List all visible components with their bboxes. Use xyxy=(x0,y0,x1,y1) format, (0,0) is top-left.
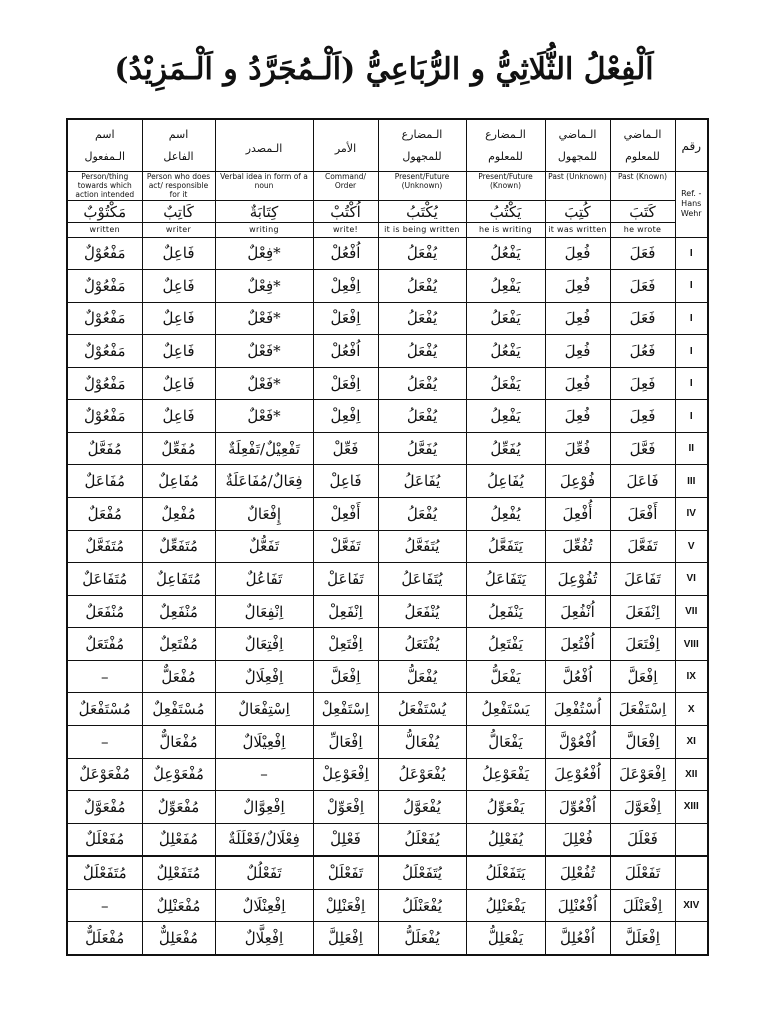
form-number xyxy=(675,823,708,856)
table-cell: يَفْعَالُّ xyxy=(466,725,545,758)
table-cell: تُفُعْلِلَ xyxy=(545,856,610,889)
table-cell: يَفْعُلُ xyxy=(466,335,545,368)
table-cell: *فَعْلٌ xyxy=(215,335,313,368)
table-cell: اِفْتِعَالٌ xyxy=(215,628,313,661)
table-row xyxy=(67,856,708,889)
column-description: Present/Future (Unknown) xyxy=(378,172,466,200)
table-cell: مُتَفَاعِلٌ xyxy=(142,563,215,596)
table-cell: يُفْعَلُ xyxy=(378,367,466,400)
column-translation: write! xyxy=(313,223,378,237)
table-cell: اِفْعِلَالٌ xyxy=(215,660,313,693)
column-header xyxy=(67,119,142,172)
column-translation: writer xyxy=(142,223,215,237)
table-cell: مُفَعْلَلٌ xyxy=(67,823,142,856)
table-cell: مُفْعَوِّلٌ xyxy=(142,791,215,824)
table-cell: فُعِلَ xyxy=(545,302,610,335)
table-cell: يُفْعَالُّ xyxy=(378,725,466,758)
table-cell: مُتَفَعْلِلٌ xyxy=(142,856,215,889)
column-header-line2: الـمصدر xyxy=(245,141,283,155)
table-row xyxy=(67,889,708,922)
table-cell: مُتَفَعِّلٌ xyxy=(142,530,215,563)
table-cell: يُسْتَفْعَلُ xyxy=(378,693,466,726)
table-cell: فَعْلِلْ xyxy=(313,823,378,856)
column-header xyxy=(313,119,378,172)
column-header-line2: الفاعل xyxy=(163,149,194,163)
table-cell: مُفْعَوْعَلٌ xyxy=(67,758,142,791)
table-cell: يُنْفَعَلُ xyxy=(378,595,466,628)
table-cell: تَفَعُّلٌ xyxy=(215,530,313,563)
column-description: Person who does act/ responsible for it xyxy=(142,172,215,200)
table-cell: يُفْعَلُ xyxy=(378,270,466,303)
table-cell: اُفْتُعِلَ xyxy=(545,628,610,661)
table-cell: مُسْتَفْعَلٌ xyxy=(67,693,142,726)
table-cell: أَفْعِلْ xyxy=(313,498,378,531)
column-example: يَكْتُبُ xyxy=(466,200,545,222)
table-cell: فَعَّلَ xyxy=(610,432,675,465)
form-number: IX xyxy=(675,660,708,693)
table-cell: فَعَلَ xyxy=(610,270,675,303)
table-cell: يَفْتَعِلُ xyxy=(466,628,545,661)
form-number xyxy=(675,856,708,889)
verb-forms-table xyxy=(66,118,709,956)
table-cell: اِفْعَلَّ xyxy=(610,660,675,693)
header-arabic-row xyxy=(67,119,708,172)
table-cell: اِفْعَلْ xyxy=(313,302,378,335)
table-cell: *فَعْلٌ xyxy=(215,400,313,433)
table-cell: اِفْعَلَّ xyxy=(313,660,378,693)
table-row xyxy=(67,660,708,693)
table-cell: يُفْعَلُ xyxy=(378,400,466,433)
table-cell: مَفْعُوْلٌ xyxy=(67,335,142,368)
table-cell: أَفْعَلَ xyxy=(610,498,675,531)
table-cell: فَعِّلْ xyxy=(313,432,378,465)
table-cell: يَفْعَلِلُّ xyxy=(466,922,545,955)
table-cell: اِسْتَفْعَلَ xyxy=(610,693,675,726)
table-cell: مَفْعُوْلٌ xyxy=(67,237,142,270)
table-cell: اُفْعُلْ xyxy=(313,335,378,368)
table-cell: اِفْعَالَّ xyxy=(610,725,675,758)
table-cell: يُفْعَنْلَلُ xyxy=(378,889,466,922)
table-cell: اُفْعُوْلَّ xyxy=(545,725,610,758)
table-cell: مَفْعُوْلٌ xyxy=(67,367,142,400)
table-cell: تَفَعْلَلْ xyxy=(313,856,378,889)
table-cell: يَنْفَعِلُ xyxy=(466,595,545,628)
column-description: Command/ Order xyxy=(313,172,378,200)
table-cell: اِنْفِعَالٌ xyxy=(215,595,313,628)
table-cell: اُفْعُلِلَّ xyxy=(545,922,610,955)
table-cell: فَعُلَ xyxy=(610,335,675,368)
table-cell: فُعِلَ xyxy=(545,335,610,368)
table-cell: يُفَعَّلُ xyxy=(378,432,466,465)
column-description: Past (Known) xyxy=(610,172,675,200)
table-cell: تَفَاعَلَ xyxy=(610,563,675,596)
table-cell: *فَعْلٌ xyxy=(215,302,313,335)
column-header xyxy=(610,119,675,172)
table-cell: فَعِلَ xyxy=(610,367,675,400)
table-row xyxy=(67,237,708,270)
table-cell: مُفَاعَلٌ xyxy=(67,465,142,498)
table-cell: مُسْتَفْعِلٌ xyxy=(142,693,215,726)
table-cell: تَفَعَّلَ xyxy=(610,530,675,563)
table-cell: فَاعِلٌ xyxy=(142,367,215,400)
table-cell: يُفَاعِلُ xyxy=(466,465,545,498)
table-cell: مُفْعَوَّلٌ xyxy=(67,791,142,824)
table-cell: اِفْعَوِّلْ xyxy=(313,791,378,824)
table-cell: مُفَعْلِلٌ xyxy=(142,823,215,856)
table-cell: اِفْعِيْلَالٌ xyxy=(215,725,313,758)
table-row xyxy=(67,367,708,400)
column-header xyxy=(142,119,215,172)
table-cell: تُفُوْعِلَ xyxy=(545,563,610,596)
column-header-line2: الأمر xyxy=(334,141,357,155)
table-cell: يُتَفَعْلَلُ xyxy=(378,856,466,889)
form-number: I xyxy=(675,335,708,368)
table-cell: مُفْعَلٌ xyxy=(67,498,142,531)
table-cell: مَفْعُوْلٌ xyxy=(67,400,142,433)
header-example-row xyxy=(67,200,708,222)
table-row xyxy=(67,563,708,596)
column-header-line2: للمجهول xyxy=(557,149,598,163)
table-cell: اِفْعَلْ xyxy=(313,367,378,400)
column-header-line1: اسم xyxy=(94,127,115,141)
table-row xyxy=(67,465,708,498)
table-cell: يَفْعِلُ xyxy=(466,400,545,433)
table-cell: يُفْعَوَّلُ xyxy=(378,791,466,824)
table-row xyxy=(67,302,708,335)
page-title: اَلْفِعْلُ الثُّلَاثِيُّ و الرُّبَاعِيُّ (اَلْـمُجَرَّدُ و اَلْـمَزِيْدُ) xyxy=(114,52,654,87)
table-cell: اِفْعَلِلَّ xyxy=(313,922,378,955)
column-header-line1: الـمضارع xyxy=(485,127,526,141)
table-cell: يَتَفَعْلَلُ xyxy=(466,856,545,889)
table-cell: فُعِلَ xyxy=(545,367,610,400)
table-body xyxy=(67,237,708,955)
header-description-row xyxy=(67,172,708,200)
table-cell: مُفَاعِلٌ xyxy=(142,465,215,498)
table-cell: مُفَعِّلٌ xyxy=(142,432,215,465)
column-header-line1: اسم xyxy=(168,127,189,141)
form-number: VI xyxy=(675,563,708,596)
table-cell: مُفْعَالٌّ xyxy=(142,725,215,758)
table-cell: تَفَعْلَلَ xyxy=(610,856,675,889)
table-row xyxy=(67,823,708,856)
table-cell: – xyxy=(67,725,142,758)
table-cell: يُفْعَلُ xyxy=(378,335,466,368)
table-cell: فَعَلَ xyxy=(610,302,675,335)
table-cell: اِفْعِنْلَالٌ xyxy=(215,889,313,922)
table-row xyxy=(67,530,708,563)
table-cell: مُتَفَعَّلٌ xyxy=(67,530,142,563)
table-cell: – xyxy=(215,758,313,791)
table-cell: مَفْعُوْلٌ xyxy=(67,270,142,303)
table-cell: اُفْعُلَّ xyxy=(545,660,610,693)
table-cell: – xyxy=(67,889,142,922)
table-row xyxy=(67,498,708,531)
table-cell: فُعِلَ xyxy=(545,270,610,303)
table-row xyxy=(67,270,708,303)
table-row xyxy=(67,758,708,791)
form-number: X xyxy=(675,693,708,726)
column-example: مَكْتُوْبٌ xyxy=(67,200,142,222)
table-cell: فَعَلَ xyxy=(610,237,675,270)
table-cell: مُفْعَلَلٌّ xyxy=(67,922,142,955)
table-cell: فَاعِلٌ xyxy=(142,335,215,368)
form-number: IV xyxy=(675,498,708,531)
table-cell: مُفْتَعَلٌ xyxy=(67,628,142,661)
table-row xyxy=(67,628,708,661)
form-number: V xyxy=(675,530,708,563)
form-number: III xyxy=(675,465,708,498)
column-header-line1: الـمضارع xyxy=(401,127,443,141)
table-cell: يُفْعَلَلُّ xyxy=(378,922,466,955)
table-cell: مُفْتَعِلٌ xyxy=(142,628,215,661)
table-cell: اِفْعَوْعَلَ xyxy=(610,758,675,791)
column-translation: written xyxy=(67,223,142,237)
column-translation: writing xyxy=(215,223,313,237)
table-cell: يُتَفَعَّلُ xyxy=(378,530,466,563)
table-row xyxy=(67,335,708,368)
table-cell: تَفَعْلُلٌ xyxy=(215,856,313,889)
table-cell: مُنْفَعَلٌ xyxy=(67,595,142,628)
table-cell: مُفْعَنْلِلٌ xyxy=(142,889,215,922)
form-number: II xyxy=(675,432,708,465)
form-number: XIV xyxy=(675,889,708,922)
table-row xyxy=(67,791,708,824)
table-cell: تَفَاعَلْ xyxy=(313,563,378,596)
column-translation: it was written xyxy=(545,223,610,237)
table-cell: مُنْفَعِلٌ xyxy=(142,595,215,628)
table-cell: – xyxy=(67,660,142,693)
table-cell: اُفْعُوِّلَ xyxy=(545,791,610,824)
table-cell: مُفْعِلٌ xyxy=(142,498,215,531)
form-number xyxy=(675,922,708,955)
table-cell: يُتَفَاعَلُ xyxy=(378,563,466,596)
table-cell: يَتَفَعَّلُ xyxy=(466,530,545,563)
column-description: Present/Future (Known) xyxy=(466,172,545,200)
table-cell: يَسْتَفْعِلُ xyxy=(466,693,545,726)
table-cell: فَاعِلْ xyxy=(313,465,378,498)
table-cell: فُوْعِلَ xyxy=(545,465,610,498)
table-cell: مُفْعَلٌّ xyxy=(142,660,215,693)
column-example: يُكْتَبُ xyxy=(378,200,466,222)
table-cell: يَفْعُلُ xyxy=(466,237,545,270)
form-number: I xyxy=(675,302,708,335)
column-translation: it is being written xyxy=(378,223,466,237)
table-cell: فَاعِلٌ xyxy=(142,400,215,433)
column-header xyxy=(215,119,313,172)
table-cell: اِفْعِوَّالٌ xyxy=(215,791,313,824)
table-cell: فَعِلَ xyxy=(610,400,675,433)
table-cell: مُتَفَاعَلٌ xyxy=(67,563,142,596)
column-header-line2: الـمفعول xyxy=(84,149,126,163)
column-description: Verbal idea in form of a noun xyxy=(215,172,313,200)
table-cell: *فَعْلٌ xyxy=(215,367,313,400)
table-cell: يَتَفَاعَلُ xyxy=(466,563,545,596)
table-cell: أُفْعِلَ xyxy=(545,498,610,531)
table-cell: اِفْعَوْعِلْ xyxy=(313,758,378,791)
table-row xyxy=(67,595,708,628)
table-cell: اِفْعِلَّالٌ xyxy=(215,922,313,955)
table-cell: إِفْعَالٌ xyxy=(215,498,313,531)
column-example: كَاتِبٌ xyxy=(142,200,215,222)
table-row xyxy=(67,725,708,758)
table-cell: يُفَاعَلُ xyxy=(378,465,466,498)
form-number: I xyxy=(675,367,708,400)
table-cell: يَفْعَوِّلُ xyxy=(466,791,545,824)
table-cell: يُفْعَلُ xyxy=(378,302,466,335)
table-cell: اُفْعُنْلِلَ xyxy=(545,889,610,922)
table-cell: *فِعْلٌ xyxy=(215,237,313,270)
table-cell: يُفْعَلُّ xyxy=(378,660,466,693)
table-cell: اِفْتَعِلْ xyxy=(313,628,378,661)
column-header xyxy=(378,119,466,172)
table-cell: فَاعِلٌ xyxy=(142,237,215,270)
column-example: كُتِبَ xyxy=(545,200,610,222)
table-cell: يَفْعَوْعِلُ xyxy=(466,758,545,791)
column-header xyxy=(466,119,545,172)
table-cell: اُفْعُلْ xyxy=(313,237,378,270)
column-header-line2: للمجهول xyxy=(402,149,442,163)
table-cell: تُفُعِّلَ xyxy=(545,530,610,563)
table-cell: يُفَعْلَلُ xyxy=(378,823,466,856)
table-cell: فُعِّلَ xyxy=(545,432,610,465)
table-cell: فَاعَلَ xyxy=(610,465,675,498)
column-example: اُكْتُبْ xyxy=(313,200,378,222)
form-number: VII xyxy=(675,595,708,628)
column-description: Person/thing towards which action intended xyxy=(67,172,142,200)
form-number: VIII xyxy=(675,628,708,661)
table-cell: اِفْتَعَلَ xyxy=(610,628,675,661)
table-cell: فُعِلَ xyxy=(545,400,610,433)
table-cell: اِنْفَعِلْ xyxy=(313,595,378,628)
table-cell: اِفْعَوَّلَ xyxy=(610,791,675,824)
column-example: كِتَابَةٌ xyxy=(215,200,313,222)
table-cell: فِعَالٌ/مُفَاعَلَةٌ xyxy=(215,465,313,498)
table-cell: يُفَعِّلُ xyxy=(466,432,545,465)
table-cell: يُفْعَوْعَلُ xyxy=(378,758,466,791)
table-cell: اِنْفَعَلَ xyxy=(610,595,675,628)
table-cell: فُعْلِلَ xyxy=(545,823,610,856)
column-example: كَتَبَ xyxy=(610,200,675,222)
column-translation: he wrote xyxy=(610,223,675,237)
ref-header-english: Ref. - Hans Wehr xyxy=(675,172,708,237)
table-cell: اِفْعَلَلَّ xyxy=(610,922,675,955)
table-cell: يَفْعَلُ xyxy=(466,302,545,335)
table-cell: يَفْعَلُ xyxy=(466,367,545,400)
table-cell: مَفْعُوْلٌ xyxy=(67,302,142,335)
column-translation: he is writing xyxy=(466,223,545,237)
header-translation-row xyxy=(67,223,708,237)
table-cell: اِفْعَنْلَلَ xyxy=(610,889,675,922)
table-cell: يُفْعَلُ xyxy=(378,498,466,531)
column-header-line2: للمعلوم xyxy=(488,149,523,163)
table-cell: اِفْعَنْلِلْ xyxy=(313,889,378,922)
table-row xyxy=(67,400,708,433)
table-cell: يُفْعَلُ xyxy=(378,237,466,270)
column-description: Past (Unknown) xyxy=(545,172,610,200)
table-cell: مُتَفَعْلَلٌ xyxy=(67,856,142,889)
table-cell: اِفْعَالِّ xyxy=(313,725,378,758)
table-cell: تَفْعِيْلٌ/تَفْعِلَةٌ xyxy=(215,432,313,465)
form-number: I xyxy=(675,237,708,270)
form-number: XIII xyxy=(675,791,708,824)
table-cell: اِفْعِلْ xyxy=(313,400,378,433)
table-cell: اِسْتَفْعِلْ xyxy=(313,693,378,726)
table-cell: يَفْعَنْلِلُ xyxy=(466,889,545,922)
table-cell: تَفَاعُلٌ xyxy=(215,563,313,596)
table-cell: *فِعْلٌ xyxy=(215,270,313,303)
table-cell: اُسْتُفْعِلَ xyxy=(545,693,610,726)
table-cell: اِسْتِفْعَالٌ xyxy=(215,693,313,726)
table-cell: اِفْعِلْ xyxy=(313,270,378,303)
table-cell: مُفْعَوْعِلٌ xyxy=(142,758,215,791)
column-header xyxy=(545,119,610,172)
ref-header-arabic: رقم xyxy=(675,119,708,172)
table-cell: اُنْفُعِلَ xyxy=(545,595,610,628)
table-cell: فَعْلَلَ xyxy=(610,823,675,856)
table-row xyxy=(67,432,708,465)
form-number: XI xyxy=(675,725,708,758)
column-header-line1: الـماضي xyxy=(623,127,662,141)
table-row xyxy=(67,922,708,955)
table-cell: مُفَعَّلٌ xyxy=(67,432,142,465)
table-cell: يُفْتَعَلُ xyxy=(378,628,466,661)
column-header-line1: الـماضي xyxy=(558,127,597,141)
column-header-line2: للمعلوم xyxy=(625,149,660,163)
table-cell: يُفْعِلُ xyxy=(466,498,545,531)
table-cell: فَاعِلٌ xyxy=(142,302,215,335)
table-cell: يُفَعْلِلُ xyxy=(466,823,545,856)
table-cell: مُفْعَلِلٌّ xyxy=(142,922,215,955)
table-cell: تَفَعَّلْ xyxy=(313,530,378,563)
table-cell: يَفْعِلُ xyxy=(466,270,545,303)
table-cell: يَفْعَلُّ xyxy=(466,660,545,693)
table-row xyxy=(67,693,708,726)
form-number: XII xyxy=(675,758,708,791)
table-cell: اُفْعُوْعِلَ xyxy=(545,758,610,791)
form-number: I xyxy=(675,400,708,433)
form-number: I xyxy=(675,270,708,303)
table-cell: فَاعِلٌ xyxy=(142,270,215,303)
table-cell: فُعِلَ xyxy=(545,237,610,270)
table-cell: فِعْلَالٌ/فَعْلَلَةٌ xyxy=(215,823,313,856)
